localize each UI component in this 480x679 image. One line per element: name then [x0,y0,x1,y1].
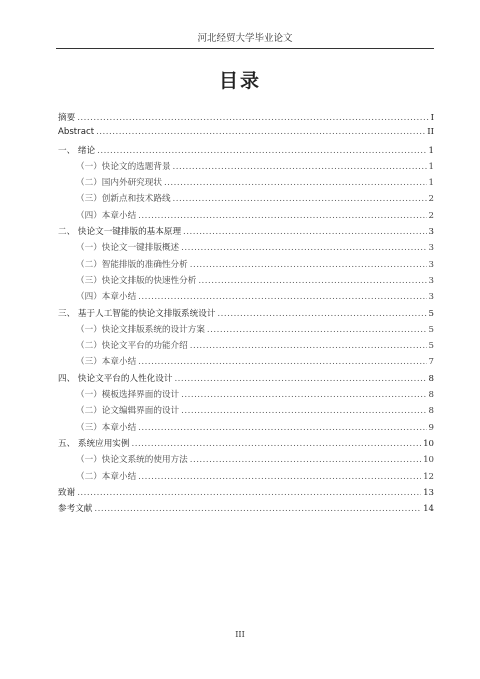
toc-leader-dots [174,374,426,384]
toc-entry-page: 1 [428,161,434,172]
toc-entry-label: （三）创新点和技术路线 [76,194,171,205]
toc-entry-page: II [427,127,434,138]
toc-entry[interactable] [58,404,434,420]
toc-leader-dots [217,309,426,319]
toc-entry-label: 四、 快论文平台的人性化设计 [58,373,173,384]
toc-entry-page: 10 [423,455,434,466]
toc-leader-dots [138,292,426,302]
toc-entry-page: 1 [428,178,434,189]
toc-leader-dots [77,113,428,123]
toc-entry-page: 5 [428,308,434,319]
toc-entry[interactable] [58,355,434,371]
toc-leader-dots [138,211,426,221]
toc-entry-page: 14 [423,504,434,515]
page-header: 河北经贸大学毕业论文 [56,30,434,49]
toc-entry-page: 9 [428,422,434,433]
toc-entry-label: （一）快论文的选题背景 [76,161,171,172]
toc-leader-dots [183,227,426,237]
toc-entry-label: 参考文献 [58,504,93,515]
toc-entry[interactable] [58,372,434,388]
toc-entry[interactable] [58,127,434,143]
toc-entry[interactable] [58,225,434,241]
toc-entry[interactable] [58,111,434,127]
page-title: 目录 [218,70,261,92]
toc-leader-dots [173,194,427,204]
toc-entry[interactable] [58,421,434,437]
toc-entry-page: 2 [428,194,434,205]
toc-entry-label: （二）快论文平台的功能介绍 [76,341,188,352]
toc-entry-label: （三）快论文排版的快速性分析 [76,275,197,286]
toc-entry[interactable] [58,453,434,469]
toc-entry-label: （三）本章小结 [76,422,137,433]
toc-entry[interactable] [58,192,434,208]
toc-entry-page: 7 [428,357,434,368]
toc-entry-label: （二）智能排版的准确性分析 [76,259,188,270]
toc-entry-page: 10 [423,438,434,449]
toc-leader-dots [77,488,421,498]
toc-leader-dots [173,162,427,172]
toc-entry[interactable] [58,209,434,225]
toc-entry-label: 三、 基于人工智能的快论文排版系统设计 [58,308,216,319]
toc-entry-page: 3 [428,259,434,270]
toc-entry-page: 8 [428,373,434,384]
toc-leader-dots [138,357,426,367]
toc-entry-label: （四）本章小结 [76,210,137,221]
toc-entry-page: I [430,113,434,123]
toc-entry[interactable] [58,290,434,306]
toc-leader-dots [164,178,427,188]
toc-leader-dots [131,439,421,449]
toc-entry-label: 致谢 [58,487,76,498]
toc-entry[interactable] [58,486,434,502]
toc-entry[interactable] [58,258,434,274]
toc-entry-page: 8 [428,406,434,417]
toc-leader-dots [181,406,426,416]
toc-entry-page: 5 [428,341,434,352]
toc-leader-dots [181,243,426,253]
toc-entry[interactable] [58,437,434,453]
toc-entry-label: （二）论文编辑界面的设计 [76,406,180,417]
toc-entry[interactable] [58,307,434,323]
toc-entry[interactable] [58,176,434,192]
toc-leader-dots [190,455,421,465]
toc-entry-label: （四）本章小结 [76,292,137,303]
toc-entry-page: 3 [428,292,434,303]
toc-entry[interactable] [58,470,434,486]
toc-entry-label: 一、 绪论 [58,145,96,156]
table-of-contents [58,111,434,518]
toc-entry[interactable] [58,144,434,160]
toc-entry-label: （一）快论文一键排版概述 [76,243,180,254]
toc-entry[interactable] [58,160,434,176]
page-number: III [235,630,245,639]
toc-leader-dots [138,423,426,433]
toc-entry-page: 5 [428,324,434,335]
toc-entry-page: 3 [428,275,434,286]
toc-entry-label: （三）本章小结 [76,357,137,368]
toc-entry-page: 13 [423,487,434,498]
toc-entry-label: （一）快论文系统的使用方法 [76,455,188,466]
toc-entry-page: 3 [428,227,434,238]
toc-leader-dots [181,390,426,400]
toc-leader-dots [198,276,426,286]
toc-entry-label: （二）本章小结 [76,471,137,482]
toc-entry[interactable] [58,502,434,518]
toc-entry[interactable] [58,323,434,339]
toc-entry-page: 1 [428,145,434,156]
toc-entry-page: 12 [423,471,434,482]
toc-entry[interactable] [58,274,434,290]
toc-entry[interactable] [58,388,434,404]
toc-leader-dots [138,472,421,482]
toc-leader-dots [94,504,421,514]
toc-entry-label: 摘要 [58,113,76,123]
toc-entry-label: 五、 系统应用实例 [58,438,130,449]
toc-entry-page: 8 [428,390,434,401]
toc-entry[interactable] [58,339,434,355]
toc-leader-dots [190,260,427,270]
toc-entry-label: Abstract [58,127,95,138]
toc-leader-dots [96,127,425,137]
toc-leader-dots [97,146,426,156]
toc-entry[interactable] [58,241,434,257]
toc-entry-label: 二、 快论文一键排版的基本原理 [58,227,182,238]
toc-entry-page: 2 [428,210,434,221]
toc-entry-label: （一）模板选择界面的设计 [76,390,180,401]
toc-entry-page: 3 [428,243,434,254]
toc-entry-label: （一）快论文排版系统的设计方案 [76,324,205,335]
toc-entry-label: （二）国内外研究现状 [76,178,162,189]
toc-leader-dots [207,325,427,335]
toc-leader-dots [190,341,427,351]
